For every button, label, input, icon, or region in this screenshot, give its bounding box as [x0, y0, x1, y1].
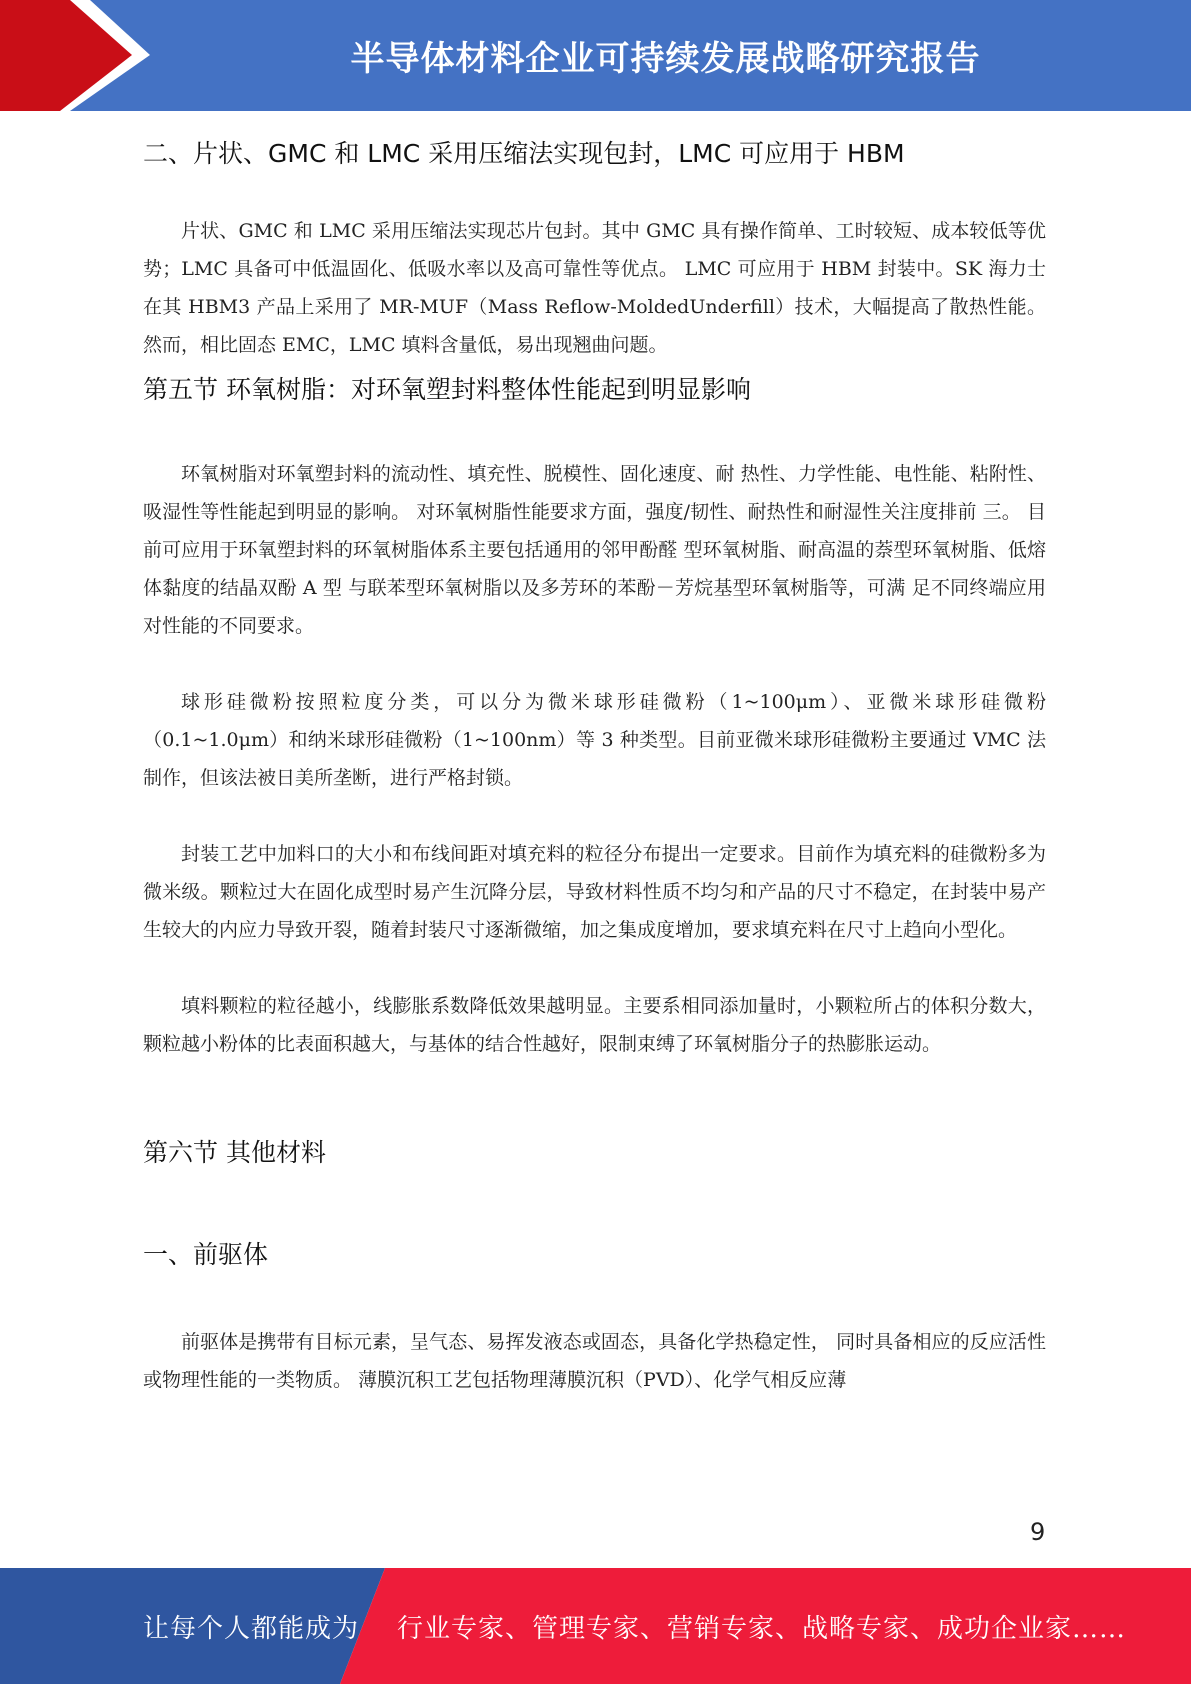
paragraph-precursor: 前驱体是携带有目标元素，呈气态、易挥发液态或固态，具备化学热稳定性， 同时具备相应的反应活性或物理性能的一类物质。 薄膜沉积工艺包括物理薄膜沉积（PVD）、化学气相反应薄 — [143, 1331, 1046, 1391]
page-number: 9 — [1030, 1518, 1046, 1546]
page-content — [143, 111, 1046, 1399]
page-footer — [0, 1568, 1191, 1684]
heading-precursor: 一、前驱体 — [143, 1240, 269, 1269]
report-title: 半导体材料企业可持续发展战略研究报告 — [350, 39, 981, 79]
paragraph-lmc: 片状、GMC 和 LMC 采用压缩法实现芯片包封。其中 GMC 具有操作简单、工时较短、成本较低等优势；LMC 具备可中低温固化、低吸水率以及高可靠性等优点。 LMC 可应用于 HBM 封装中。SK 海力士在其 HBM3 产品上采用了 MR-MUF（Mass Reflow-MoldedUnderfill）技术，大幅提高了散热性能。然而，相比固态 EMC，LMC 填料含量低，易出现翘曲问题。 — [143, 220, 1046, 356]
footer-slogan-left: 让每个人都能成为 — [143, 1613, 360, 1644]
heading-section-6: 第六节 其他材料 — [143, 1138, 326, 1167]
footer-slogan-right: 行业专家、管理专家、营销专家、战略专家、成功企业家…… — [397, 1613, 1127, 1644]
paragraph-packaging: 封装工艺中加料口的大小和布线间距对填充料的粒径分布提出一定要求。目前作为填充料的硅微粉多为微米级。颗粒过大在固化成型时易产生沉降分层，导致材料性质不均匀和产品的尺寸不稳定，在封装中易产生较大的内应力导致开裂，随着封装尺寸逐渐微缩，加之集成度增加，要求填充料在尺寸上趋向小型化。 — [143, 843, 1046, 941]
heading-lmc: 二、片状、GMC 和 LMC 采用压缩法实现包封，LMC 可应用于 HBM — [143, 139, 905, 168]
paragraph-filler: 填料颗粒的粒径越小，线膨胀系数降低效果越明显。主要系相同添加量时，小颗粒所占的体积分数大，颗粒越小粉体的比表面积越大，与基体的结合性越好，限制束缚了环氧树脂分子的热膨胀运动。 — [143, 995, 1046, 1055]
paragraph-silica: 球形硅微粉按照粒度分类，可以分为微米球形硅微粉（1~100μm）、亚微米球形硅微粉（0.1~1.0μm）和纳米球形硅微粉（1~100nm）等 3 种类型。目前亚微米球形硅微粉主要通过 VMC 法制作，但该法被日美所垄断，进行严格封锁。 — [143, 691, 1046, 789]
heading-section-5: 第五节 环氧树脂：对环氧塑封料整体性能起到明显影响 — [143, 375, 751, 404]
page-header — [0, 0, 1191, 111]
paragraph-epoxy: 环氧树脂对环氧塑封料的流动性、填充性、脱模性、固化速度、耐 热性、力学性能、电性能、粘附性、吸湿性等性能起到明显的影响。 对环氧树脂性能要求方面，强度/韧性、耐热性和耐湿性关注度排前 三。 目前可应用于环氧塑封料的环氧树脂体系主要包括通用的邻甲酚醛 型环氧树脂、耐高温的萘型环氧树脂、低熔体黏度的结晶双酚 A 型 与联苯型环氧树脂以及多芳环的苯酚－芳烷基型环氧树脂等，可满 足不同终端应用对性能的不同要求。 — [143, 463, 1046, 637]
